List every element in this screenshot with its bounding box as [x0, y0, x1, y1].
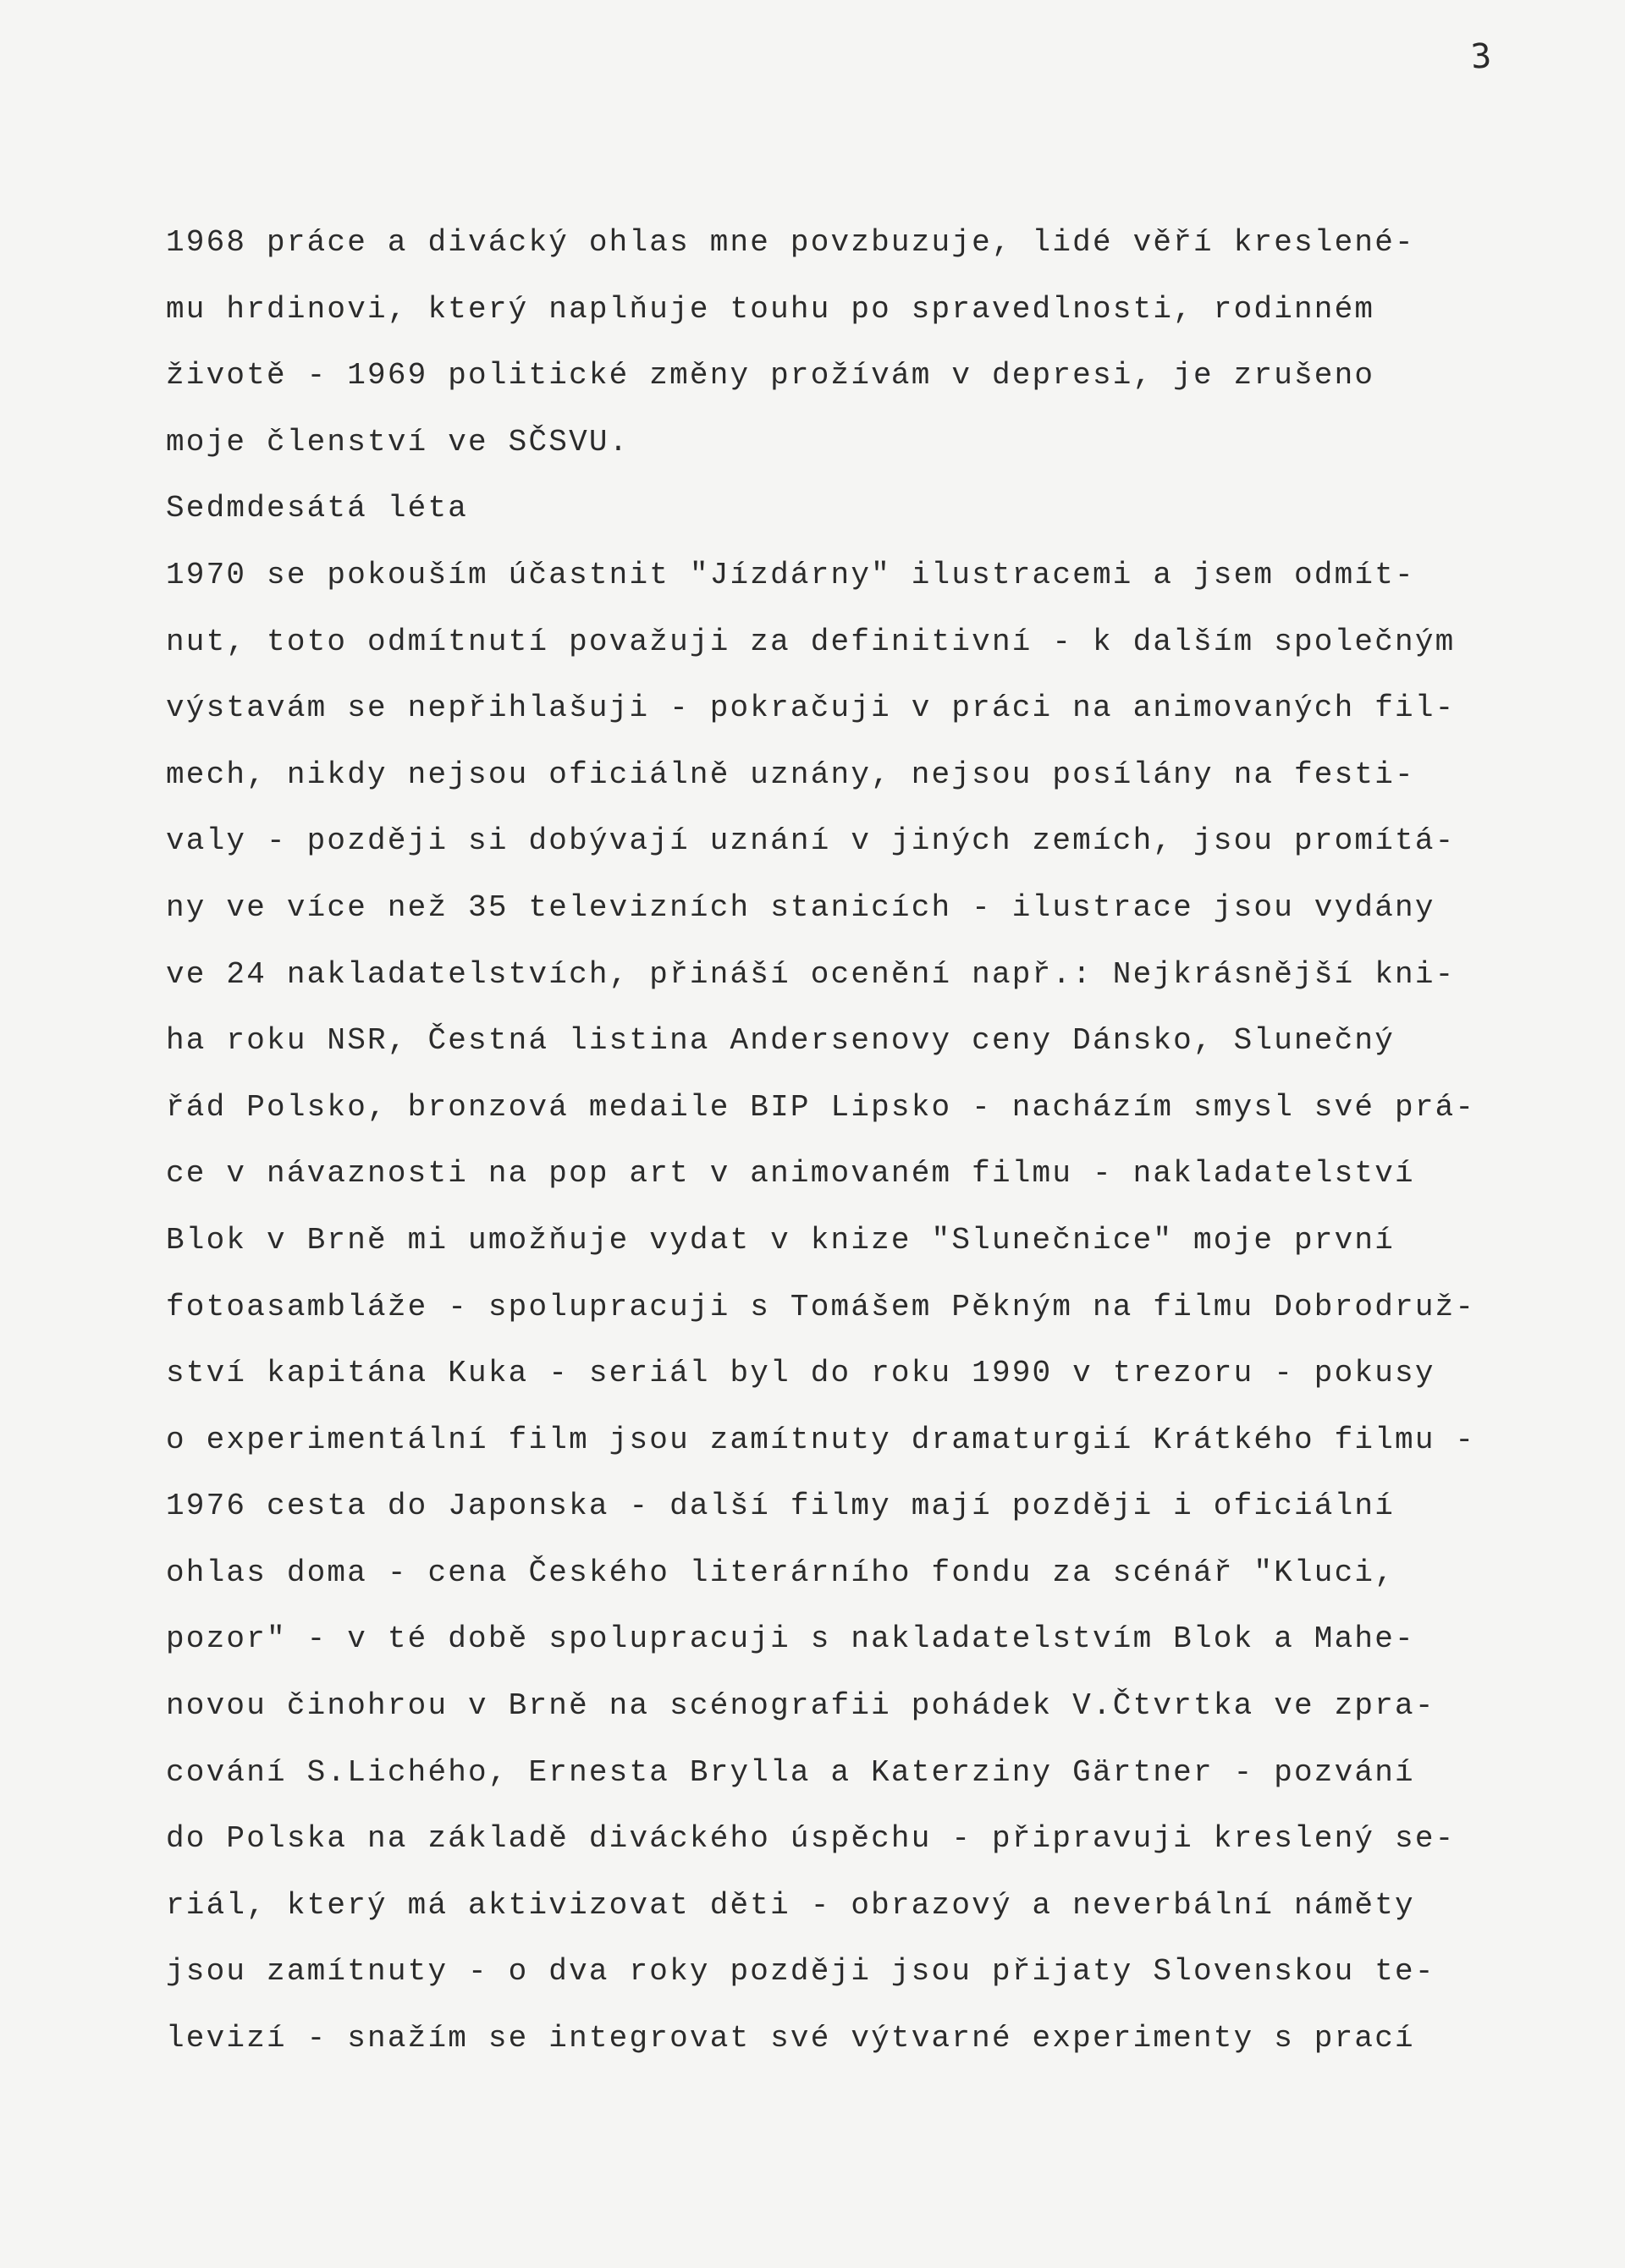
text-line: mu hrdinovi, který naplňuje touhu po spravedlnosti, rodinném	[166, 291, 1375, 327]
text-line: ce v návaznosti na pop art v animovaném filmu - nakladatelství	[166, 1156, 1415, 1192]
text-line: ství kapitána Kuka - seriál byl do roku 1990 v trezoru - pokusy	[166, 1356, 1435, 1391]
text-line: ve 24 nakladatelstvích, přináší ocenění např.: Nejkrásnější kni-	[166, 956, 1456, 992]
text-line: 1976 cesta do Japonska - další filmy mají později i oficiální	[166, 1489, 1396, 1524]
text-line: 1970 se pokouším účastnit "Jízdárny" ilustracemi a jsem odmít-	[166, 557, 1415, 592]
text-line: jsou zamítnuty - o dva roky později jsou přijaty Slovenskou te-	[166, 1954, 1435, 1990]
text-line: ohlas doma - cena Českého literárního fondu za scénář "Kluci,	[166, 1555, 1396, 1590]
text-line: o experimentální film jsou zamítnuty dramaturgií Krátkého filmu -	[166, 1422, 1476, 1457]
page-number: 3	[1469, 36, 1493, 77]
text-line: nut, toto odmítnutí považuji za definitivní - k dalším společným	[166, 624, 1456, 659]
body-text	[166, 210, 1520, 2073]
text-line: levizí - snažím se integrovat své výtvarné experimenty s prací	[166, 2021, 1415, 2056]
text-line: do Polska na základě diváckého úspěchu - připravuji kreslený se-	[166, 1821, 1456, 1857]
text-line: životě - 1969 politické změny prožívám v depresi, je zrušeno	[166, 358, 1375, 394]
text-line: ha roku NSR, Čestná listina Andersenovy ceny Dánsko, Slunečný	[166, 1023, 1396, 1059]
text-line: fotoasambláže - spolupracuji s Tomášem Pěkným na filmu Dobrodruž-	[166, 1289, 1476, 1324]
text-line: 1968 práce a divácký ohlas mne povzbuzuje, lidé věří kreslené-	[166, 225, 1415, 260]
text-line: novou činohrou v Brně na scénografii pohádek V.Čtvrtka ve zpra-	[166, 1688, 1435, 1724]
section-heading: Sedmdesátá léta	[166, 491, 469, 526]
text-line: výstavám se nepřihlašuji - pokračuji v práci na animovaných fil-	[166, 691, 1456, 726]
text-line: mech, nikdy nejsou oficiálně uznány, nejsou posílány na festi-	[166, 757, 1415, 792]
text-line: riál, který má aktivizovat děti - obrazový a neverbální náměty	[166, 1887, 1415, 1923]
text-line: řád Polsko, bronzová medaile BIP Lipsko - nacházím smysl své prá-	[166, 1089, 1476, 1125]
text-line: Blok v Brně mi umožňuje vydat v knize "Slunečnice" moje první	[166, 1222, 1396, 1258]
text-line: pozor" - v té době spolupracuji s nakladatelstvím Blok a Mahe-	[166, 1621, 1415, 1657]
text-line: ny ve více než 35 televizních stanicích - ilustrace jsou vydány	[166, 889, 1435, 925]
text-line: valy - později si dobývají uznání v jiných zemích, jsou promítá-	[166, 823, 1456, 859]
text-line: cování S.Lichého, Ernesta Brylla a Katerziny Gärtner - pozvání	[166, 1754, 1415, 1790]
text-line: moje členství ve SČSVU.	[166, 424, 630, 460]
